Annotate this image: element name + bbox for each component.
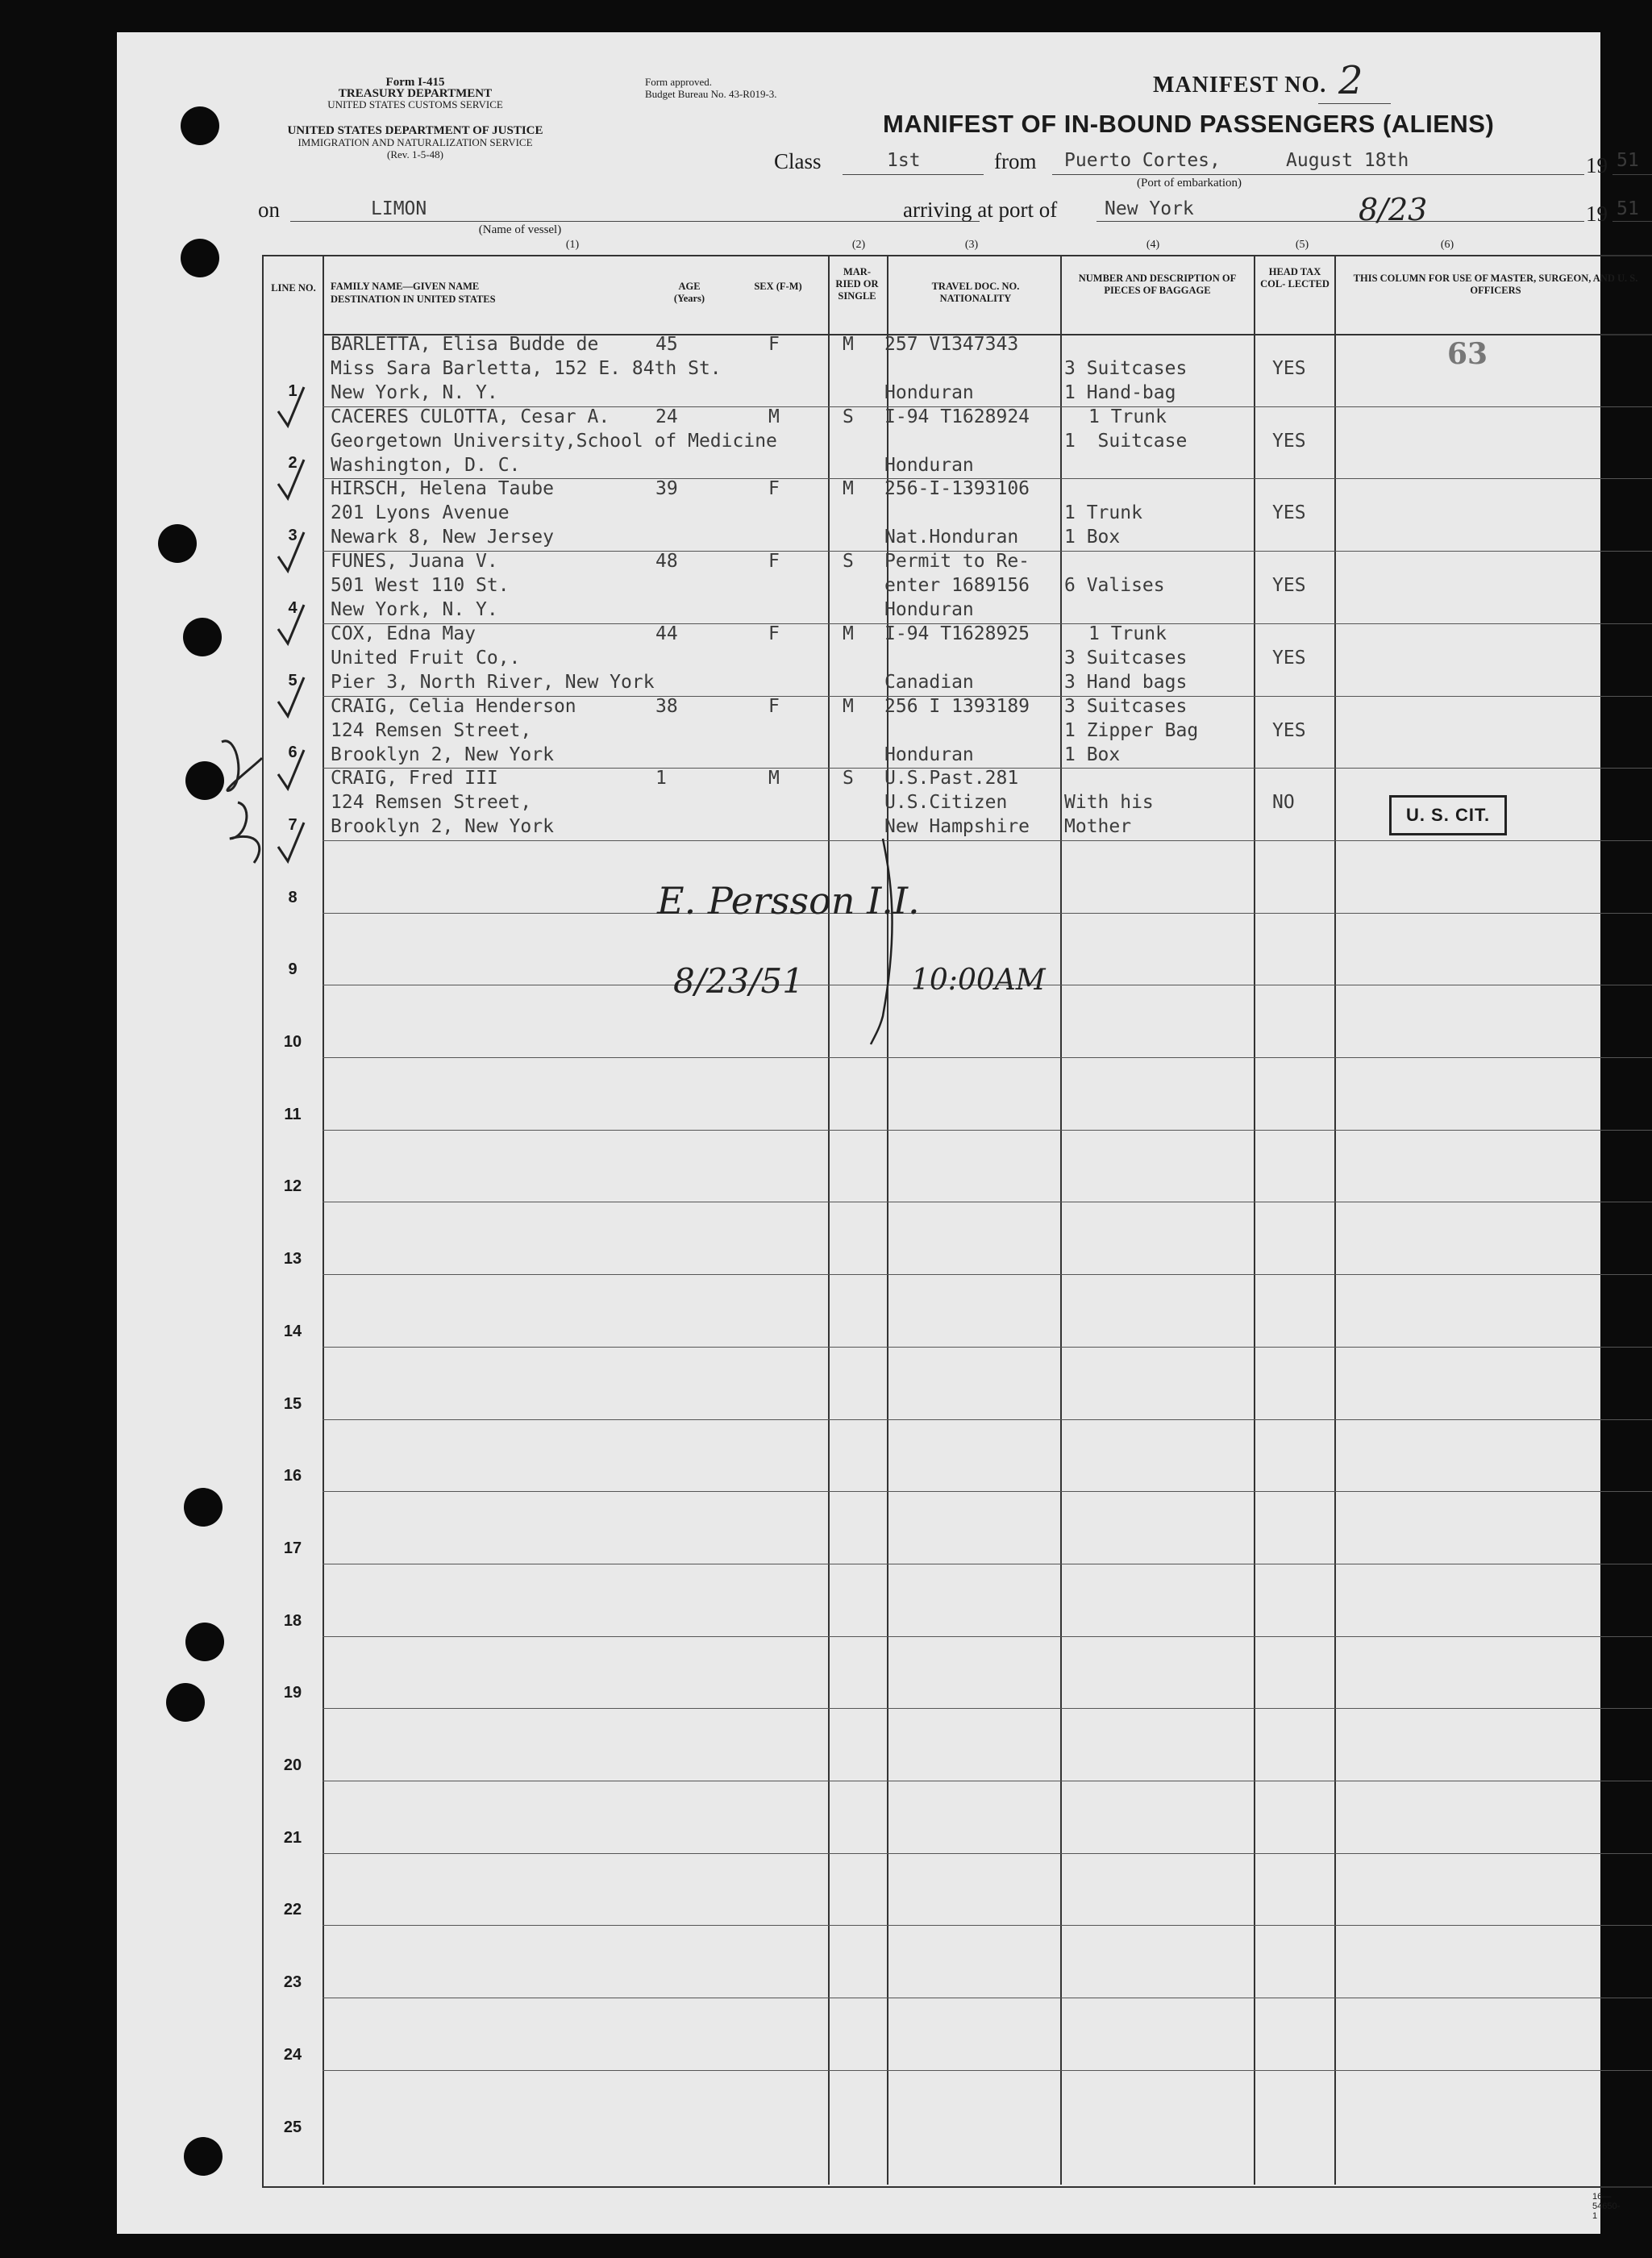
- class-underline: [843, 174, 984, 175]
- baggage-line: 1 Box: [1064, 527, 1121, 548]
- row-divider: [322, 1274, 1652, 1275]
- page-title: MANIFEST OF IN-BOUND PASSENGERS (ALIENS): [883, 110, 1495, 138]
- ins-service: IMMIGRATION AND NATURALIZATION SERVICE: [298, 136, 533, 148]
- line-number: 21: [283, 1828, 302, 1847]
- row-divider: [322, 1347, 1652, 1348]
- binder-hole: [181, 106, 219, 145]
- form-approved: Form approved.: [645, 76, 713, 88]
- check-mark-2: [278, 460, 304, 498]
- passenger-age: 48: [655, 551, 678, 573]
- line-number: 17: [283, 1539, 302, 1557]
- col-num-2: (2): [851, 239, 866, 251]
- port-underline: [1052, 174, 1584, 175]
- baggage-line: 1 Suitcase: [1064, 430, 1188, 452]
- budget-bureau: Budget Bureau No. 43-R019-3.: [645, 88, 777, 100]
- line-number: 11: [284, 1105, 302, 1123]
- passenger-marital: M: [843, 695, 854, 717]
- travel-doc-line: 256-I-1393106: [884, 478, 1030, 500]
- line-number: 18: [283, 1611, 302, 1630]
- passenger-name-line: United Fruit Co,.: [331, 647, 521, 669]
- baggage-line: 1 Trunk: [1088, 406, 1167, 427]
- row-divider: [322, 913, 1652, 914]
- head-tax: YES: [1272, 575, 1306, 597]
- check-mark-3: [278, 532, 304, 571]
- row-divider: [322, 840, 1652, 841]
- passenger-name-line: Newark 8, New Jersey: [331, 527, 554, 548]
- baggage-line: 3 Suitcases: [1064, 358, 1188, 379]
- col-destination: DESTINATION IN UNITED STATES: [331, 294, 496, 305]
- baggage-line: 3 Suitcases: [1064, 647, 1188, 669]
- col-baggage: NUMBER AND DESCRIPTION OF PIECES OF BAGGAGE: [1078, 273, 1237, 296]
- passenger-age: 38: [655, 695, 678, 717]
- binder-hole: [166, 1683, 205, 1722]
- justice-dept: UNITED STATES DEPARTMENT OF JUSTICE: [287, 124, 543, 137]
- check-mark-1: [278, 387, 304, 426]
- row-divider: [322, 1419, 1652, 1420]
- passenger-name-line: 201 Lyons Avenue: [331, 502, 510, 524]
- baggage-line: 1 Trunk: [1064, 502, 1142, 524]
- passenger-sex: F: [768, 478, 780, 500]
- col-num-1: (1): [565, 239, 580, 251]
- travel-doc-line: Canadian: [884, 671, 974, 693]
- manifest-no-value: 2: [1338, 58, 1363, 103]
- binder-hole: [184, 1488, 223, 1527]
- port-caption: (Port of embarkation): [1137, 177, 1242, 190]
- line-number: 5: [288, 671, 298, 689]
- check-mark-6: [278, 750, 304, 789]
- customs-service: UNITED STATES CUSTOMS SERVICE: [327, 98, 503, 110]
- head-tax: YES: [1272, 358, 1306, 379]
- line-number: 20: [283, 1756, 302, 1774]
- line-number: 2: [288, 454, 298, 473]
- check-mark-4: [278, 605, 304, 644]
- passenger-marital: M: [843, 478, 854, 500]
- binder-hole: [185, 761, 224, 800]
- passenger-name-line: CACERES CULOTTA, Cesar A.: [331, 406, 610, 427]
- row-divider: [322, 1491, 1652, 1492]
- line-number: 12: [283, 1177, 302, 1196]
- head-tax: YES: [1272, 430, 1306, 452]
- binder-hole: [181, 239, 219, 277]
- col-age: AGE (Years): [673, 281, 705, 304]
- port-value: Puerto Cortes,: [1064, 150, 1221, 171]
- margin-scribble: [222, 741, 262, 863]
- travel-doc-line: 257 V1347343: [884, 334, 1019, 355]
- travel-doc-line: I-94 T1628924: [884, 406, 1030, 427]
- line-number: 1: [288, 381, 298, 400]
- col-sex: SEX (F-M): [754, 281, 802, 292]
- travel-doc-line: New Hampshire: [884, 816, 1030, 838]
- line-number: 25: [283, 2118, 302, 2136]
- arrival-year: 51: [1617, 198, 1639, 219]
- row-divider: [322, 1925, 1652, 1926]
- vessel-caption: (Name of vessel): [478, 223, 562, 236]
- travel-doc-line: Nat.Honduran: [884, 527, 1019, 548]
- passenger-age: 24: [655, 406, 678, 427]
- line-number: 19: [283, 1684, 302, 1702]
- col-line-no: LINE NO.: [271, 282, 316, 294]
- passenger-name-line: Brooklyn 2, New York: [331, 744, 554, 765]
- baggage-line: 1 Trunk: [1088, 623, 1167, 644]
- divider-tax: [1254, 255, 1255, 2185]
- check-mark-5: [278, 677, 304, 716]
- form-number: Form I-415: [385, 76, 445, 89]
- passenger-name-line: Pier 3, North River, New York: [331, 671, 655, 693]
- col-name: FAMILY NAME—GIVEN NAME: [331, 281, 480, 292]
- from-label: from: [994, 149, 1037, 173]
- passenger-sex: M: [768, 406, 780, 427]
- manifest-sheet: [117, 32, 1639, 2234]
- signature-bracket: [641, 831, 899, 1048]
- travel-doc-line: U.S.Citizen: [884, 792, 1008, 814]
- row-divider: [322, 2070, 1652, 2071]
- baggage-line: 3 Hand bags: [1064, 671, 1188, 693]
- passenger-name-line: New York, N. Y.: [331, 382, 498, 403]
- line-number: 13: [283, 1250, 302, 1269]
- col-officers: THIS COLUMN FOR USE OF MASTER, SURGEON, AND U. S. OFFICERS: [1353, 273, 1638, 296]
- baggage-line: 1 Box: [1064, 744, 1121, 765]
- arrival-date: 8/23: [1359, 192, 1428, 227]
- binder-hole: [183, 618, 222, 656]
- arrival-year-underline: [1612, 221, 1652, 222]
- divider-baggage: [1060, 255, 1062, 2185]
- travel-doc-line: Honduran: [884, 599, 974, 621]
- passenger-marital: S: [843, 768, 854, 789]
- passenger-age: 1: [655, 768, 667, 789]
- officer-number: 63: [1447, 337, 1488, 371]
- line-number: 7: [288, 815, 298, 834]
- baggage-line: 6 Valises: [1064, 575, 1165, 597]
- travel-doc-line: U.S.Past.281: [884, 768, 1019, 789]
- passenger-name-line: New York, N. Y.: [331, 599, 498, 621]
- passenger-name-line: HIRSCH, Helena Taube: [331, 478, 554, 500]
- inspector-signature: E. Persson I.I.: [657, 879, 920, 923]
- passenger-name-line: BARLETTA, Elisa Budde de: [331, 334, 599, 355]
- travel-doc-line: Honduran: [884, 744, 974, 765]
- revision: (Rev. 1-5-48): [387, 148, 443, 160]
- row-divider: [322, 1130, 1652, 1131]
- margin-marks: [117, 32, 359, 960]
- passenger-age: 45: [655, 334, 678, 355]
- line-number: 4: [288, 598, 298, 617]
- passenger-name-line: COX, Edna May: [331, 623, 476, 644]
- passenger-sex: F: [768, 334, 780, 355]
- travel-doc-line: I-94 T1628925: [884, 623, 1030, 644]
- passenger-marital: S: [843, 406, 854, 427]
- col-num-3: (3): [964, 239, 979, 251]
- treasury-dept: TREASURY DEPARTMENT: [338, 87, 493, 100]
- head-tax: YES: [1272, 502, 1306, 524]
- head-tax: NO: [1272, 792, 1295, 814]
- arrival-underline: [1096, 221, 1584, 222]
- passenger-sex: M: [768, 768, 780, 789]
- passenger-name-line: CRAIG, Celia Henderson: [331, 695, 576, 717]
- travel-doc-line: Honduran: [884, 454, 974, 476]
- passenger-marital: M: [843, 334, 854, 355]
- travel-doc-line: Honduran: [884, 382, 974, 403]
- arrival-port: New York: [1105, 198, 1194, 219]
- col-travel: TRAVEL DOC. NO. NATIONALITY: [931, 281, 1020, 304]
- binder-hole: [184, 2137, 223, 2176]
- year-prefix: 19: [1586, 153, 1608, 177]
- baggage-line: 1 Zipper Bag: [1064, 719, 1199, 741]
- class-value: 1st: [887, 150, 921, 171]
- baggage-line: 3 Suitcases: [1064, 695, 1188, 717]
- signed-time: 10:00AM: [911, 964, 1046, 997]
- passenger-name-line: FUNES, Juana V.: [331, 551, 498, 573]
- line-number: 9: [288, 960, 298, 979]
- row-divider: [322, 1057, 1652, 1058]
- line-number: 8: [288, 888, 298, 906]
- col-head-tax: HEAD TAX COL- LECTED: [1260, 266, 1330, 290]
- passenger-name-line: Brooklyn 2, New York: [331, 816, 554, 838]
- col-num-6: (6): [1440, 239, 1454, 251]
- row-divider: [322, 1636, 1652, 1637]
- row-divider: [322, 1853, 1652, 1854]
- line-number: 23: [283, 1973, 302, 1992]
- line-number: 15: [283, 1394, 302, 1413]
- passenger-name-line: CRAIG, Fred III: [331, 768, 498, 789]
- check-mark-7: [278, 823, 304, 861]
- line-number: 10: [283, 1033, 302, 1051]
- head-tax: YES: [1272, 719, 1306, 741]
- line-number: 24: [283, 2045, 302, 2064]
- travel-doc-line: 256 I 1393189: [884, 695, 1030, 717]
- col-married: MAR- RIED OR SINGLE: [835, 266, 879, 302]
- line-number: 14: [283, 1322, 302, 1340]
- year-underline: [1612, 174, 1652, 175]
- date-value: August 18th: [1286, 150, 1409, 171]
- passenger-name-line: 124 Remsen Street,: [331, 719, 532, 741]
- class-label: Class: [774, 149, 822, 173]
- col-num-5: (5): [1295, 239, 1309, 251]
- us-citizen-stamp: U. S. CIT.: [1389, 795, 1507, 835]
- passenger-name-line: Georgetown University,School of Medicine: [331, 430, 777, 452]
- binder-hole: [185, 1623, 224, 1661]
- col-num-4: (4): [1146, 239, 1160, 251]
- passenger-sex: F: [768, 623, 780, 644]
- passenger-sex: F: [768, 551, 780, 573]
- baggage-line: 1 Hand-bag: [1064, 382, 1176, 403]
- passenger-marital: M: [843, 623, 854, 644]
- line-number: 3: [288, 527, 298, 545]
- passenger-age: 44: [655, 623, 678, 644]
- divider-officers: [1334, 255, 1336, 2185]
- manifest-no-label: MANIFEST NO.: [1153, 73, 1327, 98]
- head-tax: YES: [1272, 647, 1306, 669]
- baggage-line: With his: [1064, 792, 1154, 814]
- travel-doc-line: Permit to Re-: [884, 551, 1030, 573]
- row-divider: [322, 1708, 1652, 1709]
- passenger-name-line: 501 West 110 St.: [331, 575, 510, 597]
- line-number: 16: [283, 1467, 302, 1485]
- line-number: 22: [283, 1901, 302, 1919]
- on-label: on: [258, 198, 280, 222]
- divider-married: [828, 255, 830, 2185]
- manifest-no-line: [1318, 103, 1391, 104]
- arrival-year-prefix: 19: [1586, 202, 1608, 226]
- passenger-name-line: Washington, D. C.: [331, 454, 521, 476]
- passenger-sex: F: [768, 695, 780, 717]
- footer-code: 16—54650-1: [1592, 2192, 1621, 2221]
- arriving-label: arriving at port of: [903, 198, 1058, 222]
- binder-hole: [158, 524, 197, 563]
- vessel-underline: [290, 221, 980, 222]
- baggage-line: Mother: [1064, 816, 1132, 838]
- travel-doc-line: enter 1689156: [884, 575, 1030, 597]
- passenger-name-line: Miss Sara Barletta, 152 E. 84th St.: [331, 358, 722, 379]
- passenger-marital: S: [843, 551, 854, 573]
- signed-date: 8/23/51: [673, 961, 804, 1001]
- year-value: 51: [1617, 150, 1639, 171]
- line-number: 6: [288, 744, 298, 762]
- vessel-value: LIMON: [371, 198, 427, 219]
- passenger-age: 39: [655, 478, 678, 500]
- passenger-name-line: 124 Remsen Street,: [331, 792, 532, 814]
